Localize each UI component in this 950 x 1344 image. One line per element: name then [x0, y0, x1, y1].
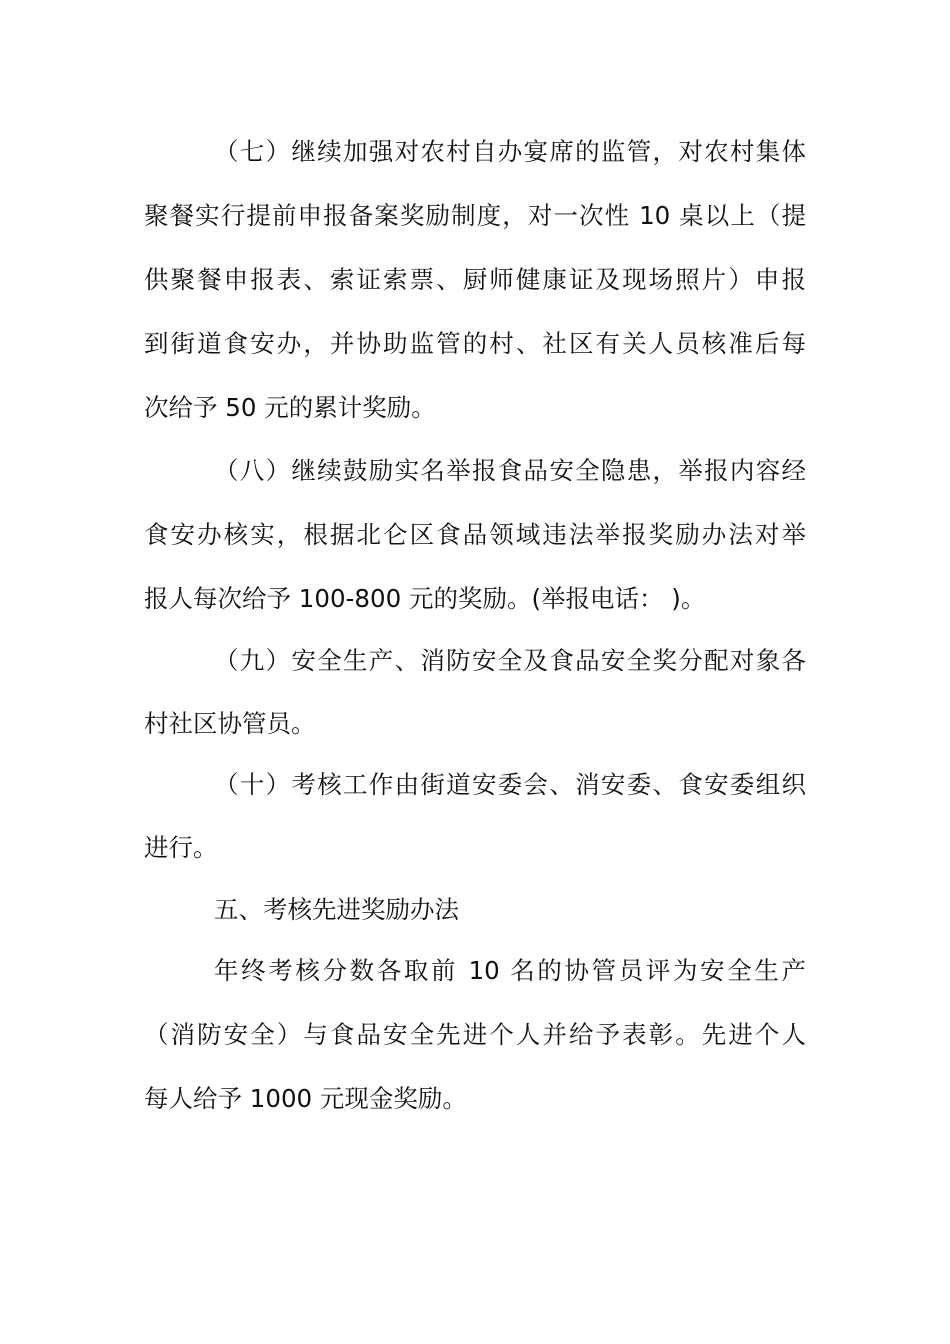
paragraph-7-line-3: 供聚餐申报表、索证索票、厨师健康证及现场照片）申报	[144, 265, 806, 294]
paragraph-7-line-5: 次给予 50 元的累计奖励。	[144, 393, 436, 422]
paragraph-7-line-1: （七）继续加强对农村自办宴席的监管，对农村集体	[214, 137, 806, 166]
paragraph-9-line-1: （九）安全生产、消防安全及食品安全奖分配对象各	[214, 646, 806, 675]
paragraph-8-line-3: 报人每次给予 100-800 元的奖励。(举报电话： )。	[144, 584, 706, 613]
reward-paragraph-line-3: 每人给予 1000 元现金奖励。	[144, 1084, 467, 1113]
paragraph-7-line-4: 到街道食安办，并协助监管的村、社区有关人员核准后每	[144, 329, 806, 358]
paragraph-8-line-1: （八）继续鼓励实名举报食品安全隐患，举报内容经	[214, 456, 806, 485]
paragraph-7-line-2: 聚餐实行提前申报备案奖励制度，对一次性 10 桌以上（提	[144, 201, 806, 230]
paragraph-10-line-2: 进行。	[144, 833, 218, 862]
paragraph-10-line-1: （十）考核工作由街道安委会、消安委、食安委组织	[214, 770, 806, 799]
reward-paragraph-line-1: 年终考核分数各取前 10 名的协管员评为安全生产	[214, 956, 806, 985]
paragraph-9-line-2: 村社区协管员。	[144, 709, 316, 738]
reward-paragraph-line-2: （消防安全）与食品安全先进个人并给予表彰。先进个人	[144, 1020, 806, 1049]
paragraph-8-line-2: 食安办核实，根据北仑区食品领域违法举报奖励办法对举	[144, 520, 806, 549]
section-heading: 五、考核先进奖励办法	[214, 895, 459, 924]
